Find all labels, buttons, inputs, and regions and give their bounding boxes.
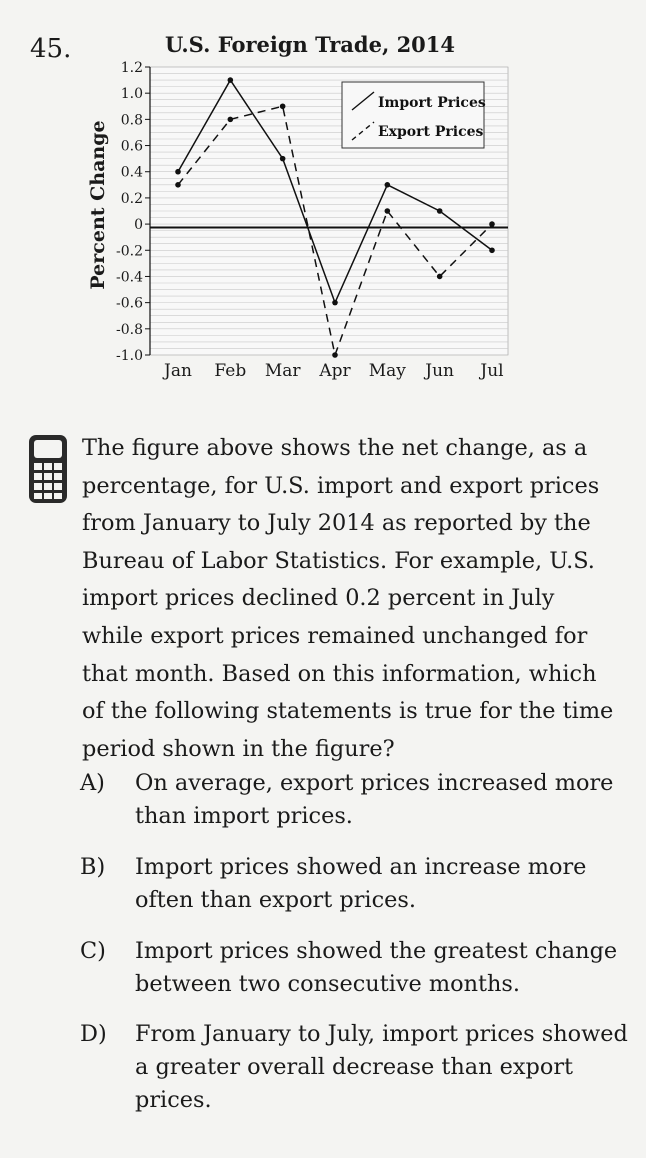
x-tick-labels xyxy=(162,361,504,381)
x-tick-label: May xyxy=(368,361,406,381)
data-point-export xyxy=(175,182,181,188)
x-tick-label: Jul xyxy=(480,361,504,381)
y-tick-label: 0 xyxy=(134,217,143,234)
y-tick-label: 0.4 xyxy=(120,164,143,181)
chart-title: U.S. Foreign Trade, 2014 xyxy=(164,32,456,57)
data-point-import xyxy=(332,300,338,306)
data-point-import xyxy=(437,208,443,214)
y-tick-label: 0.6 xyxy=(120,138,143,155)
legend-export-label: Export Prices xyxy=(378,124,484,140)
y-tick-label: 1.0 xyxy=(120,86,143,103)
y-tick-label: 0.8 xyxy=(120,112,143,129)
choice-letter: D) xyxy=(80,1021,107,1047)
data-point-import xyxy=(228,77,234,83)
y-tick-label: -0.2 xyxy=(116,243,143,260)
data-point-import xyxy=(280,156,286,162)
x-tick-label: Mar xyxy=(264,361,301,381)
choice-text: On average, export prices increased more than import prices. xyxy=(135,770,614,829)
y-tick-label: 0.2 xyxy=(120,190,143,207)
y-tick-label: 1.2 xyxy=(120,60,143,76)
choice-text: Import prices showed an increase more often than export prices. xyxy=(135,854,587,913)
data-point-export xyxy=(385,208,391,214)
choice-letter: C) xyxy=(80,938,106,964)
line-chart xyxy=(0,0,646,400)
data-point-export xyxy=(437,274,443,280)
legend-import-label: Import Prices xyxy=(378,95,486,111)
data-point-export xyxy=(228,117,234,123)
x-tick-label: Apr xyxy=(319,361,351,381)
data-point-import xyxy=(489,247,495,253)
question-prompt: The figure above shows the net change, as a percentage, for U.S. import and export prices from January to July 2014 as reported by the Bureau of Labor Statistics. For example, U.S. import prices declined 0.2 percent in July while export prices remained unchanged for that month. Based on this information, which of the following statements is true for the time period shown in the figure? xyxy=(82,435,614,762)
choice-text: Import prices showed the greatest change between two consecutive months. xyxy=(135,938,618,997)
y-tick-label: -0.8 xyxy=(116,321,143,338)
y-tick-label: -0.4 xyxy=(116,269,143,286)
y-tick-label: -0.6 xyxy=(116,295,143,312)
y-axis-label: Percent Change xyxy=(87,120,109,290)
x-tick-label: Jun xyxy=(425,361,455,381)
choice-text: From January to July, import prices showed a greater overall decrease than export prices. xyxy=(135,1021,628,1113)
x-tick-label: Feb xyxy=(214,361,247,381)
data-point-export xyxy=(489,221,495,227)
choice-letter: A) xyxy=(80,770,105,796)
choice-letter: B) xyxy=(80,854,106,880)
data-point-import xyxy=(385,182,391,188)
x-tick-label: Jan xyxy=(164,361,192,381)
data-point-export xyxy=(280,103,286,109)
y-tick-label: -1.0 xyxy=(116,348,143,364)
data-point-import xyxy=(175,169,181,175)
data-point-export xyxy=(332,352,338,358)
question-number: 45. xyxy=(30,34,72,64)
calculator-icon xyxy=(27,433,69,505)
y-tick-labels xyxy=(116,60,150,364)
legend xyxy=(342,82,486,148)
